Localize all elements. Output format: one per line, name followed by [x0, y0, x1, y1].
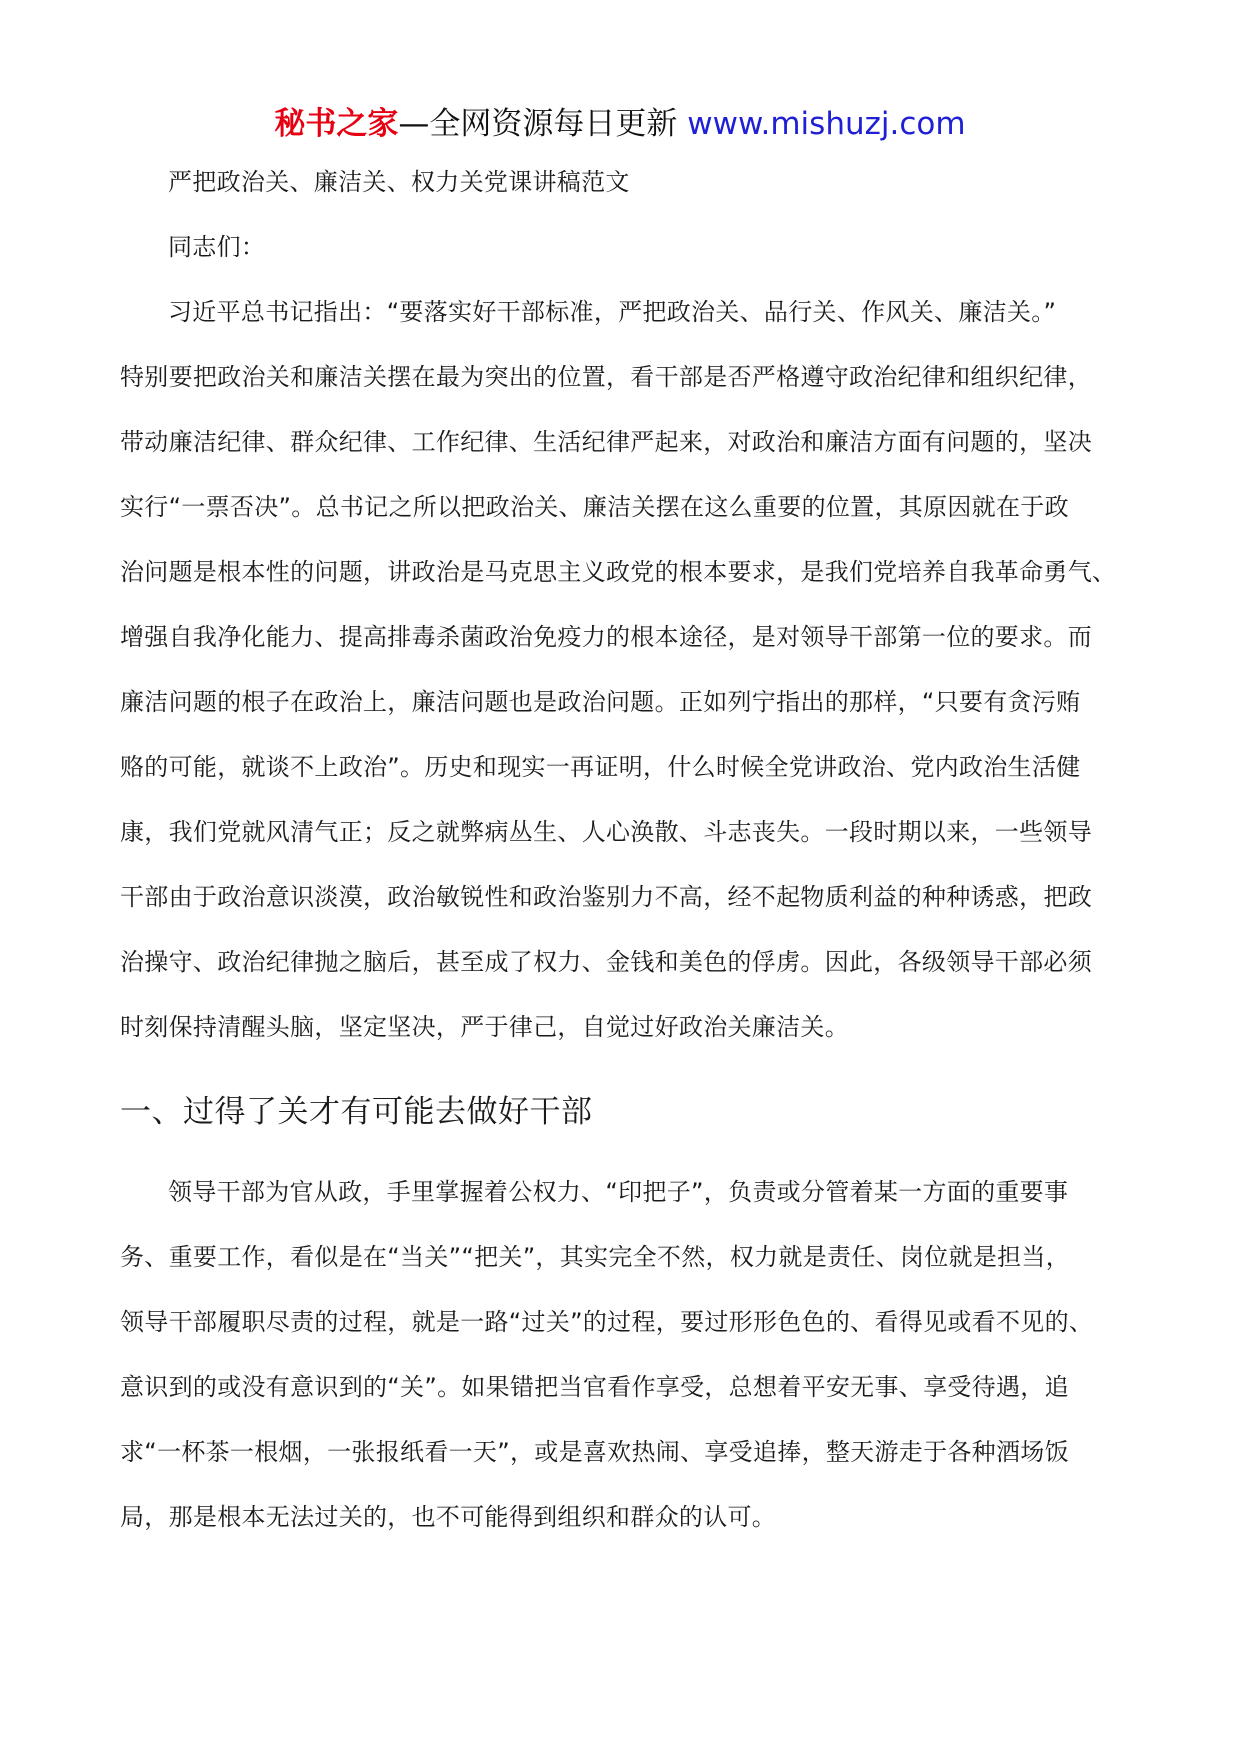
paragraph-line: 领导干部履职尽责的过程，就是一路“过关”的过程，要过形形色色的、看得见或看不见的、 — [120, 1308, 1094, 1336]
salutation: 同志们： — [168, 233, 266, 261]
paragraph-line: 带动廉洁纪律、群众纪律、工作纪律、生活纪律严起来，对政治和廉洁方面有问题的，坚决 — [120, 428, 1092, 456]
paragraph-2 — [120, 1160, 1150, 1550]
paragraph-line: 康，我们党就风清气正；反之就弊病丛生、人心涣散、斗志丧失。一段时期以来，一些领导 — [120, 818, 1092, 846]
paragraph-line: 实行“一票否决”。总书记之所以把政治关、廉洁关摆在这么重要的位置，其原因就在于政 — [120, 493, 1069, 521]
document-intro — [120, 150, 1150, 1060]
paragraph-line: 治问题是根本性的问题，讲政治是马克思主义政党的根本要求，是我们党培养自我革命勇气、 — [120, 558, 1117, 586]
paragraph-line: 增强自我净化能力、提高排毒杀菌政治免疫力的根本途径，是对领导干部第一位的要求。而 — [120, 623, 1092, 651]
paragraph-1 — [120, 280, 1150, 1060]
site-brand: 秘书之家 — [274, 106, 399, 142]
paragraph-line: 干部由于政治意识淡漠，政治敏锐性和政治鉴别力不高，经不起物质利益的种种诱惑，把政 — [120, 883, 1092, 911]
paragraph-line: 时刻保持清醒头脑，坚定坚决，严于律己，自觉过好政治关廉洁关。 — [120, 1013, 849, 1041]
paragraph-line: 局，那是根本无法过关的，也不可能得到组织和群众的认可。 — [120, 1503, 777, 1531]
paragraph-line: 习近平总书记指出：“要落实好干部标准，严把政治关、品行关、作风关、廉洁关。” — [168, 298, 1057, 326]
site-banner — [0, 104, 1240, 144]
paragraph-line: 赂的可能，就谈不上政治”。历史和现实一再证明，什么时候全党讲政治、党内政治生活健 — [120, 753, 1081, 781]
paragraph-line: 求“一杯茶一根烟，一张报纸看一天”，或是喜欢热闹、享受追捧，整天游走于各种酒场饭 — [120, 1438, 1069, 1466]
paragraph-line: 特别要把政治关和廉洁关摆在最为突出的位置，看干部是否严格遵守政治纪律和组织纪律， — [120, 363, 1092, 391]
paragraph-line: 意识到的或没有意识到的“关”。如果错把当官看作享受，总想着平安无事、享受待遇，追 — [120, 1373, 1069, 1401]
site-url-link[interactable]: www.mishuzj.com — [687, 106, 966, 142]
document-title: 严把政治关、廉洁关、权力关党课讲稿范文 — [168, 168, 630, 196]
section-heading: 一、过得了关才有可能去做好干部 — [120, 1094, 593, 1130]
paragraph-line: 治操守、政治纪律抛之脑后，甚至成了权力、金钱和美色的俘虏。因此，各级领导干部必须 — [120, 948, 1092, 976]
paragraph-line: 务、重要工作，看似是在“当关”“把关”，其实完全不然，权力就是责任、岗位就是担当， — [120, 1243, 1071, 1271]
site-slogan: —全网资源每日更新 — [398, 106, 678, 142]
paragraph-line: 领导干部为官从政，手里掌握着公权力、“印把子”，负责或分管着某一方面的重要事 — [168, 1178, 1069, 1206]
paragraph-line: 廉洁问题的根子在政治上，廉洁问题也是政治问题。正如列宁指出的那样，“只要有贪污贿 — [120, 688, 1081, 716]
